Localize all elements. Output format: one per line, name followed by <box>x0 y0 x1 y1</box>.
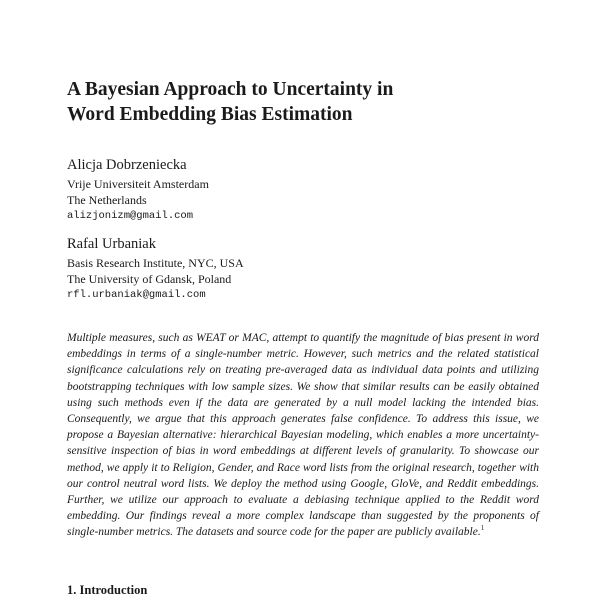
author-name: Alicja Dobrzeniecka <box>67 157 187 173</box>
footnote-marker: 1 <box>480 524 485 533</box>
abstract-text: Multiple measures, such as WEAT or MAC, attempt to quantify the magnitude of bias present in word embeddings in terms of a single-number metric. However, such metrics and the related statistical significance calculations rely on treating pre-averaged data as individual data points and utilizing bootstrapping techniques with low sample sizes. We show that similar results can be easily obtained using such methods even if the data are generated by a null model lacking the intended bias. Consequently, we argue that this approach generates false confidence. To address this issue, we propose a Bayesian alternative: hierarchical Bayesian modeling, which enables a more uncertainty-sensitive inspection of bias in word embeddings at different levels of granularity. To showcase our method, we apply it to Religion, Gender, and Race word lists from the original research, together with our control neutral word lists. We deploy the method using Google, GloVe, and Reddit embeddings. Further, we utilize our approach to evaluate a debiasing technique applied to the Reddit word embedding. Our findings reveal a more complex landscape than suggested by the proponents of single-number metrics. The datasets and source code for the paper are publicly available. <box>67 332 539 539</box>
author-affiliation: The University of Gdansk, Poland <box>67 272 232 286</box>
abstract <box>67 330 539 541</box>
title-line-2: Word Embedding Bias Estimation <box>67 104 353 125</box>
author-affiliation: Basis Research Institute, NYC, USA <box>67 256 244 270</box>
title-line-1: A Bayesian Approach to Uncertainty in <box>67 79 394 100</box>
author-affiliation: Vrije Universiteit Amsterdam <box>67 177 209 191</box>
author-block-2 <box>67 235 487 303</box>
author-block-1 <box>67 156 487 224</box>
author-name: Rafal Urbaniak <box>67 236 156 252</box>
author-email: alizjonizm@gmail.com <box>67 210 194 222</box>
author-affiliation: The Netherlands <box>67 193 147 207</box>
author-email: rfl.urbaniak@gmail.com <box>67 289 206 301</box>
paper-title <box>67 77 537 127</box>
section-heading: 1. Introduction <box>67 583 148 597</box>
